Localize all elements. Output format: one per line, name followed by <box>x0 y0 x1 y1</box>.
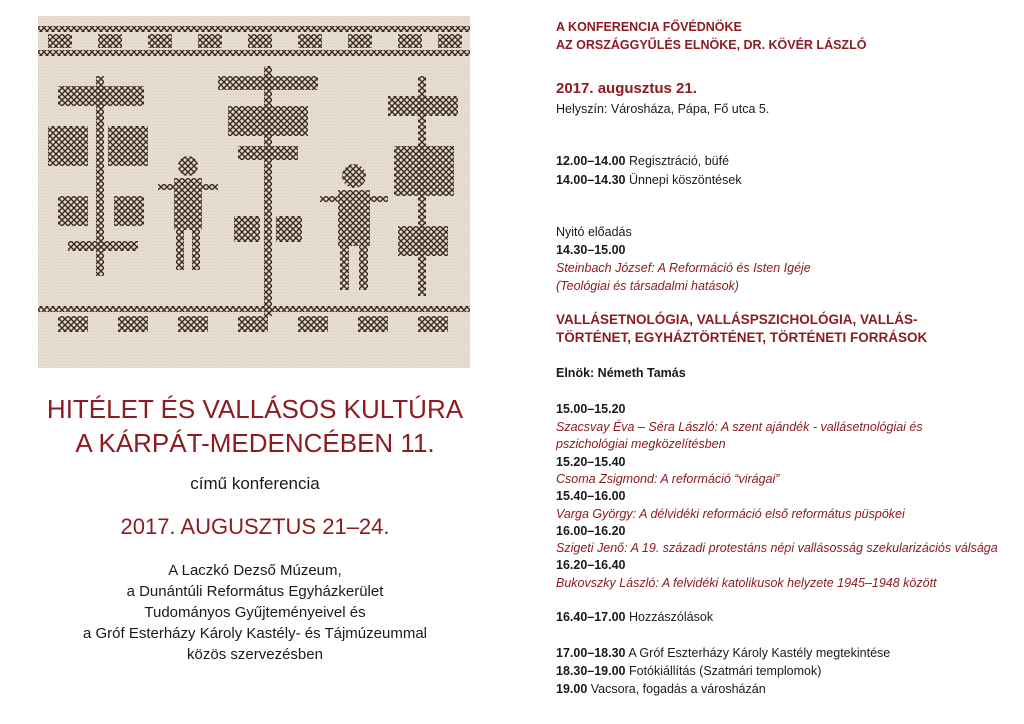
opening-talk: (Teológiai és társadalmi hatások) <box>556 279 739 293</box>
schedule-time: 12.00–14.00 <box>556 154 626 168</box>
talk-title: Szacsvay Éva – Séra László: A szent ajándék - vallásetnológiai és <box>556 420 923 434</box>
patron-line: AZ ORSZÁGGYŰLÉS ELNÖKE, DR. KÖVÉR LÁSZLÓ <box>556 38 867 52</box>
talk-title: Varga György: A délvidéki reformáció első református püspökei <box>556 507 905 521</box>
schedule-text: Vacsora, fogadás a városházán <box>590 682 766 696</box>
program-day: 2017. augusztus 21. <box>556 80 697 97</box>
talk-time: 15.20–15.40 <box>556 455 626 469</box>
talk-title: Bukovszky László: A felvidéki katolikusok helyzete 1945–1948 között <box>556 576 937 590</box>
talk-title: Szigeti Jenő: A 19. századi protestáns népi vallásosság szekularizációs válsága <box>556 541 998 555</box>
schedule-time: 17.00–18.30 <box>556 646 626 660</box>
embroidery-pattern <box>38 16 470 368</box>
session-chair: Elnök: Németh Tamás <box>556 366 686 380</box>
title-line: A KÁRPÁT-MEDENCÉBEN 11. <box>75 428 435 458</box>
talk-time: 16.00–16.20 <box>556 524 626 538</box>
schedule-time: 14.00–14.30 <box>556 173 626 187</box>
patron-line: A KONFERENCIA FŐVÉDNÖKE <box>556 20 742 34</box>
schedule-row <box>556 682 766 696</box>
schedule-row <box>556 610 713 624</box>
organizer-line: a Gróf Esterházy Károly Kastély- és Tájmúzeummal <box>82 625 427 642</box>
conference-subtitle: című konferencia <box>190 474 320 493</box>
schedule-time: 16.40–17.00 <box>556 610 626 624</box>
talk-title: pszichológiai megközelítésben <box>556 437 726 451</box>
schedule-time: 18.30–19.00 <box>556 664 626 678</box>
schedule-row <box>556 664 821 678</box>
schedule-row <box>556 646 890 660</box>
schedule-row <box>556 154 729 168</box>
organizer-line: Tudományos Gyűjteményeivel és <box>144 604 366 621</box>
section-title: TÖRTÉNET, EGYHÁZTÖRTÉNET, TÖRTÉNETI FORRÁSOK <box>556 330 928 345</box>
schedule-text: Fotókiállítás (Szatmári templomok) <box>629 664 822 678</box>
embroidery-image <box>38 16 470 368</box>
organizer-line: a Dunántúli Református Egyházkerület <box>126 583 384 600</box>
opening-label: Nyitó előadás <box>556 225 632 239</box>
schedule-text: A Gróf Eszterházy Károly Kastély megtekintése <box>628 646 891 660</box>
section-title: VALLÁSETNOLÓGIA, VALLÁSPSZICHOLÓGIA, VALLÁS- <box>556 312 918 327</box>
opening-talk: Steinbach József: A Reformáció és Isten Igéje <box>556 261 811 275</box>
schedule-text: Regisztráció, büfé <box>629 154 730 168</box>
organizer-line: A Laczkó Dezső Múzeum, <box>168 562 342 579</box>
conference-dates: 2017. AUGUSZTUS 21–24. <box>120 514 390 539</box>
title-line: HITÉLET ÉS VALLÁSOS KULTÚRA <box>46 394 464 424</box>
talk-time: 15.40–16.00 <box>556 489 626 503</box>
organizers <box>0 560 510 665</box>
venue: Helyszín: Városháza, Pápa, Fő utca 5. <box>556 102 770 116</box>
talk-title: Csoma Zsigmond: A reformáció “virágai” <box>556 472 780 486</box>
schedule-text: Hozzászólások <box>629 610 714 624</box>
schedule-text: Ünnepi köszöntések <box>629 173 742 187</box>
organizer-line: közös szervezésben <box>187 646 323 663</box>
conference-title <box>0 392 510 460</box>
opening-time: 14.30–15.00 <box>556 243 626 257</box>
schedule-row <box>556 173 742 187</box>
talk-time: 15.00–15.20 <box>556 402 626 416</box>
schedule-time: 19.00 <box>556 682 588 696</box>
talk-time: 16.20–16.40 <box>556 558 626 572</box>
